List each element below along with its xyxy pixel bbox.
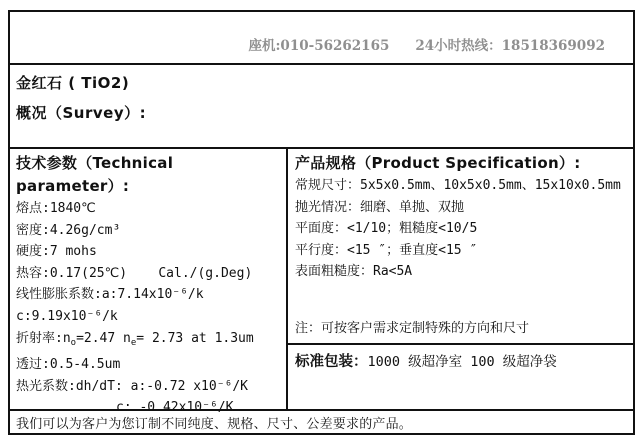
refractive-index-value <box>16 328 284 355</box>
refraction-part: =2.47 n <box>76 330 131 346</box>
parallelism-value: 平行度：<15 ″；垂直度<15 ″ <box>295 242 478 258</box>
heat-capacity-value: 热容:0.17(25℃) Cal./(g.Deg) <box>16 265 253 281</box>
product-specification-column <box>288 149 633 409</box>
page-title: 金红石 ( TiO2) <box>16 74 130 92</box>
main-content <box>10 149 633 416</box>
refraction-part: 折射率:n <box>16 330 71 346</box>
packaging-label: 标准包装： <box>295 354 368 370</box>
polishing-options-value: 抛光情况：细磨、单抛、双抛 <box>295 199 465 215</box>
refraction-subscript-e: e <box>130 337 137 348</box>
landline-number: 座机:010-56262165 <box>248 38 390 54</box>
refraction-part: = 2.73 at 1.3um <box>136 330 254 346</box>
title-section <box>10 65 633 149</box>
expansion-coefficient-a: 线性膨胀系数:a:7.14x10⁻⁶/k <box>16 287 204 303</box>
density-value: 密度:4.26g/cm³ <box>16 222 121 238</box>
technical-parameters-cell <box>10 149 288 416</box>
standard-packaging-cell <box>288 345 633 409</box>
footer-note-row <box>10 411 633 433</box>
customization-note: 注：可按客户需求定制特殊的方向和尺寸 <box>295 321 530 337</box>
custom-order-note: 我们可以为客户为您订制不同纯度、规格、尺寸、公差要求的产品。 <box>16 416 413 432</box>
expansion-coefficient-c: c:9.19x10⁻⁶/k <box>16 308 118 324</box>
flatness-value: 平面度：<1/10；粗糙度<10/5 <box>295 221 478 237</box>
thermo-optic-coefficient-c: c: -0.42x10⁻⁶/K <box>116 400 234 416</box>
technical-parameters-heading: 技术参数（Technical parameter）: <box>16 154 174 195</box>
melting-point-value: 熔点:1840℃ <box>16 201 96 216</box>
hotline-number: 24小时热线：18518369092 <box>415 38 605 54</box>
contact-header <box>10 12 633 65</box>
thermo-optic-coefficient-a: 热光系数:dh/dT: a:-0.72 x10⁻⁶/K <box>16 378 249 394</box>
transmission-range-value: 透过:0.5-4.5um <box>16 357 121 373</box>
hardness-value: 硬度:7 mohs <box>16 244 97 260</box>
packaging-value: 1000 级超净室 100 级超净袋 <box>367 354 557 370</box>
product-specification-cell <box>288 149 633 345</box>
refraction-subscript-o: o <box>70 337 77 348</box>
standard-size-value: 常规尺寸：5x5x0.5mm、10x5x0.5mm、15x10x0.5mm <box>295 178 621 193</box>
product-specification-heading: 产品规格（Product Specification）: <box>295 154 581 172</box>
surface-roughness-value: 表面粗糙度：Ra<5A <box>295 264 413 280</box>
survey-heading: 概况（Survey）: <box>16 104 147 122</box>
spec-sheet-table <box>8 10 635 435</box>
